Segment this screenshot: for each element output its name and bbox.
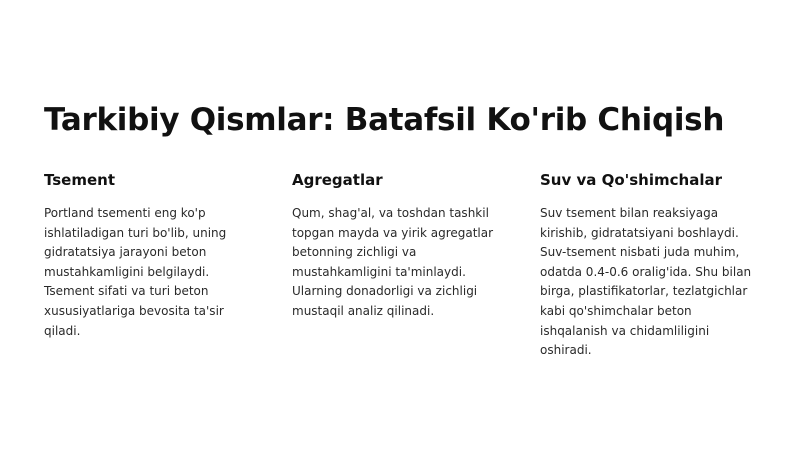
slide [44, 100, 764, 358]
column-body: Qum, shag'al, va toshdan tashkil topgan mayda va yirik agregatlar betonning zichligi va mustahkamligini ta'minlaydi. Ularning donadorligi va zichligi mustaqil analiz qilinadi. [292, 206, 494, 318]
column-tsement [44, 170, 260, 341]
column-agregatlar [292, 170, 508, 322]
column-body: Portland tsementi eng ko'p ishlatiladigan turi bo'lib, uning gidratatsiya jarayoni beton mustahkamligini belgilaydi. Tsement sifati va turi beton xususiyatlariga bevosita ta'sir qiladi. [44, 206, 227, 338]
column-heading: Suv va Qo'shimchalar [540, 171, 722, 189]
column-heading: Agregatlar [292, 171, 383, 189]
column-suv-va-qoshimchalar [540, 170, 756, 361]
page-title: Tarkibiy Qismlar: Batafsil Ko'rib Chiqish [44, 102, 725, 138]
column-body: Suv tsement bilan reaksiyaga kirishib, gidratatsiyani boshlaydi. Suv-tsement nisbati juda muhim, odatda 0.4-0.6 oralig'ida. Shu bilan birga, plastifikatorlar, tezlatgichlar kabi qo'shimchalar beton ishqalanish va chidamliligini oshiradi. [540, 206, 752, 358]
column-heading: Tsement [44, 171, 115, 189]
